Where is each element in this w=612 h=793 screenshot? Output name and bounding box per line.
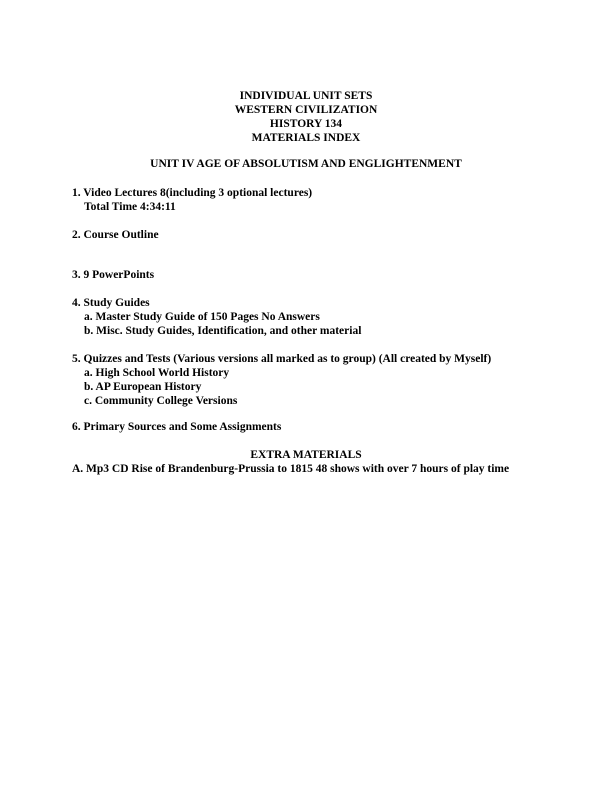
extra-materials-title: EXTRA MATERIALS [250,449,362,461]
list-item: 6. Primary Sources and Some Assignments [72,421,282,433]
list-item: 3. 9 PowerPoints [72,269,155,281]
list-subitem: Total Time 4:34:11 [84,201,176,213]
extra-materials-item: A. Mp3 CD Rise of Brandenburg-Prussia to 1815 48 shows with over 7 hours of play time [72,463,510,475]
list-subitem: a. High School World History [84,367,230,379]
list-subitem: c. Community College Versions [84,395,238,407]
header-line-4: MATERIALS INDEX [251,132,361,144]
list-item: 1. Video Lectures 8(including 3 optional lectures) [72,187,313,199]
list-item: 2. Course Outline [72,229,159,241]
header-line-2: WESTERN CIVILIZATION [234,104,378,116]
unit-title: UNIT IV AGE OF ABSOLUTISM AND ENGLIGHTENMENT [150,158,462,170]
list-subitem: b. Misc. Study Guides, Identification, and other material [84,325,362,337]
header-line-3: HISTORY 134 [269,118,343,130]
list-subitem: b. AP European History [84,381,202,393]
list-subitem: a. Master Study Guide of 150 Pages No Answers [84,311,320,323]
header-line-1: INDIVIDUAL UNIT SETS [239,90,373,102]
list-item: 5. Quizzes and Tests (Various versions all marked as to group) (All created by Myself) [72,353,492,365]
list-item: 4. Study Guides [72,297,150,309]
